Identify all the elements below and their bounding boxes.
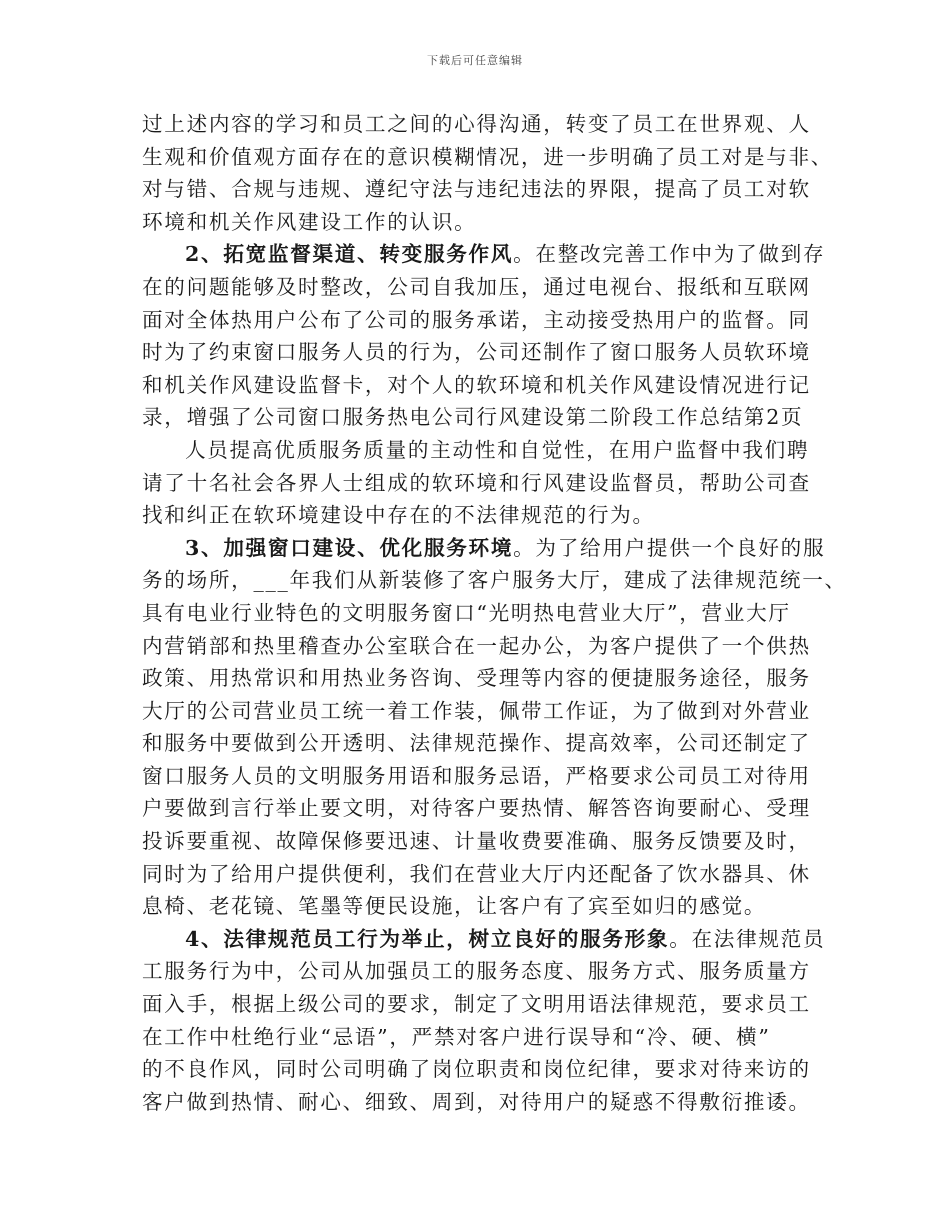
paragraph-line (142, 695, 818, 728)
line-text: 面对全体热用户公布了公司的服务承诺，主动接受热用户的监督。同 (142, 307, 811, 332)
paragraph-line (142, 401, 818, 434)
paragraph-line (142, 662, 818, 695)
line-text: 录，增强了公司窗口服务热电公司行风建设第二阶段工作总结第2页 (142, 405, 804, 430)
line-text: 内营销部和热里稽查办公室联合在一起办公，为客户提供了一个供热 (142, 633, 811, 658)
line-text: 在的问题能够及时整改，公司自我加压，通过电视台、报纸和互联网 (142, 274, 811, 299)
paragraph-line (142, 1021, 818, 1054)
paragraph-line (142, 336, 818, 369)
line-text: 客户做到热情、耐心、细致、周到，对待用户的疑惑不得敷衍推诿。 (142, 1089, 811, 1114)
paragraph-line (142, 988, 818, 1021)
paragraph-line (142, 206, 818, 239)
paragraph-line (142, 597, 818, 630)
line-text: 大厅的公司营业员工统一着工作装，佩带工作证，为了做到对外营业 (142, 698, 811, 723)
paragraph-line (142, 955, 818, 988)
line-text: 生观和价值观方面存在的意识模糊情况，进一步明确了员工对是与非、 (142, 144, 834, 169)
paragraph-line (142, 1086, 818, 1119)
line-text: 和服务中要做到公开透明、法律规范操作、提高效率，公司还制定了 (142, 731, 811, 756)
line-text: 环境和机关作风建设工作的认识。 (142, 209, 477, 234)
line-text: 息椅、老花镜、笔墨等便民设施，让客户有了宾至如归的感觉。 (142, 894, 767, 919)
section-heading-line (142, 532, 826, 565)
paragraph-line (142, 1053, 818, 1086)
line-text: 对与错、合规与违规、遵纪守法与违纪违法的界限，提高了员工对软 (142, 177, 811, 202)
paragraph-line (142, 434, 818, 467)
line-text: 的不良作风，同时公司明确了岗位职责和岗位纪律，要求对待来访的 (142, 1057, 811, 1082)
paragraph-line (142, 271, 818, 304)
line-text: 请了十名社会各界人士组成的软环境和行风建设监督员，帮助公司查 (142, 470, 811, 495)
line-text: 投诉要重视、故障保修要迅速、计量收费要准确、服务反馈要及时， (142, 829, 811, 854)
line-text: 在工作中杜绝行业“忌语”，严禁对客户进行误导和“冷、硬、横” (142, 1024, 771, 1049)
line-text: 。为了给用户提供一个良好的服 (513, 535, 826, 560)
line-text: 工服务行为中，公司从加强员工的服务态度、服务方式、服务质量方 (142, 959, 811, 984)
line-text: 具有电业行业特色的文明服务窗口“光明热电营业大厅”，营业大厅 (142, 600, 791, 625)
line-text: 政策、用热常识和用热业务咨询、受理等内容的便捷服务途径，服务 (142, 666, 811, 691)
line-text: 务的场所，___年我们从新装修了客户服务大厅，建成了法律规范统一、 (142, 568, 847, 593)
line-text: 过上述内容的学习和员工之间的心得沟通，转变了员工在世界观、人 (142, 112, 811, 136)
paragraph-line (142, 727, 818, 760)
section-heading: 2、拓宽监督渠道、转变服务作风 (185, 242, 514, 267)
paragraph-line (142, 108, 818, 141)
paragraph-line (142, 173, 818, 206)
line-text: 窗口服务人员的文明服务用语和服务忌语，严格要求公司员工对待用 (142, 763, 811, 788)
paragraph-line (142, 304, 818, 337)
paragraph-line (142, 369, 818, 402)
paragraph-line (142, 141, 834, 174)
paragraph-line (142, 499, 818, 532)
document-body (142, 108, 847, 1118)
line-text: 时为了约束窗口服务人员的行为，公司还制作了窗口服务人员软环境 (142, 340, 811, 365)
paragraph-line (142, 890, 818, 923)
line-text: 找和纠正在软环境建设中存在的不法律规范的行为。 (142, 503, 655, 528)
section-heading-line (142, 923, 826, 956)
paragraph-line (142, 760, 818, 793)
paragraph-line (142, 792, 818, 825)
line-text: 。在整改完善工作中为了做到存 (513, 242, 826, 267)
line-text: 同时为了给用户提供便利，我们在营业大厅内还配备了饮水器具、休 (142, 861, 811, 886)
section-heading-line (142, 238, 826, 271)
paragraph-line (142, 825, 818, 858)
line-text: 人员提高优质服务质量的主动性和自觉性，在用户监督中我们聘 (185, 437, 810, 462)
paragraph-line (142, 467, 818, 500)
line-text: 和机关作风建设监督卡，对个人的软环境和机关作风建设情况进行记 (142, 372, 811, 397)
page-header: 下载后可任意编辑 (427, 54, 523, 67)
paragraph-line (142, 858, 818, 891)
section-heading: 4、法律规范员工行为举止，树立良好的服务形象 (185, 926, 670, 951)
section-heading: 3、加强窗口建设、优化服务环境 (185, 535, 514, 560)
line-text: 户要做到言行举止要文明，对待客户要热情、解答咨询要耐心、受理 (142, 796, 811, 821)
paragraph-line (142, 630, 818, 663)
line-text: 。在法律规范员 (669, 926, 826, 951)
paragraph-line (142, 564, 847, 597)
line-text: 面入手，根据上级公司的要求，制定了文明用语法律规范，要求员工 (142, 992, 811, 1017)
